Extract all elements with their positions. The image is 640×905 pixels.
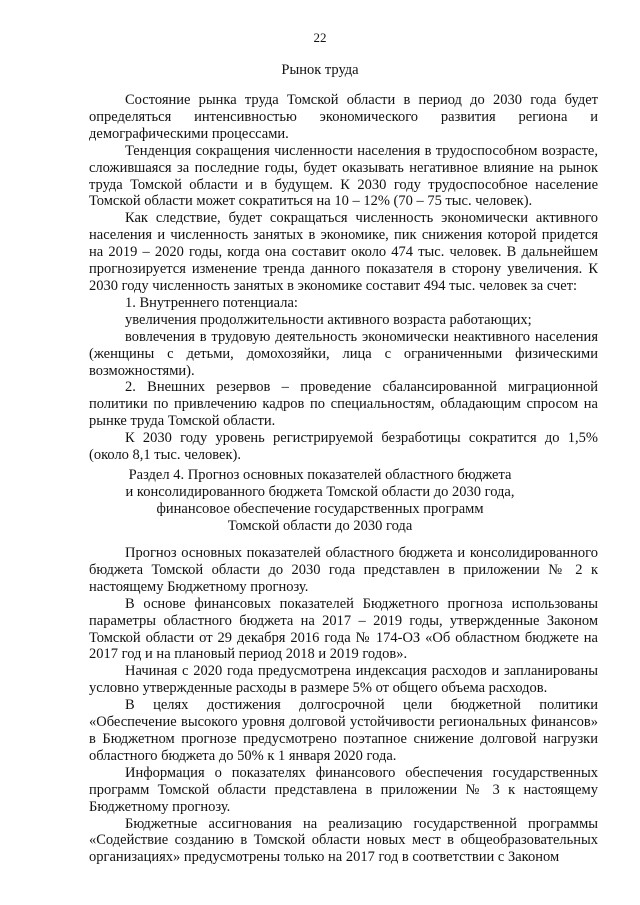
paragraph: В основе финансовых показателей Бюджетного прогноза использованы параметры областного бюджета на 2017 – 2019 годы, утвержденные Законом Томской области от 29 декабря 2016 года № 174-ОЗ «Об областном бюджете на 2017 год и на плановый период 2018 и 2019 годов». (89, 595, 598, 663)
section-title-labor-market: Рынок труда (281, 62, 359, 78)
paragraph: Тенденция сокращения численности населения в трудоспособном возрасте, сложившаяся за последние годы, будет оказывать негативное влияние на рынок труда Томской области и в будущем. К 2030 году трудоспособное население Томской области может сократиться на 10 – 12% (70 – 75 тыс. человек). (89, 142, 598, 210)
heading-line: финансовое обеспечение государственных программ (156, 500, 484, 517)
paragraph: Бюджетные ассигнования на реализацию государственной программы «Содействие созданию в Томской области новых мест в общеобразовательных организациях» предусмотрены только на 2017 год в соответствии с Законом (89, 815, 598, 866)
heading-line: Томской области до 2030 года (227, 517, 413, 534)
heading-line: и консолидированного бюджета Томской области до 2030 года, (125, 483, 515, 500)
list-item: 2. Внешних резервов – проведение сбалансированной миграционной политики по привлечению кадров по специальностям, обладающим спросом на рынке труда Томской области. (89, 379, 598, 430)
labor-market-text (89, 92, 598, 464)
paragraph: Информация о показателях финансового обеспечения государственных программ Томской области представлена в приложении № 3 к настоящему Бюджетному прогнозу. (89, 764, 598, 815)
paragraph: К 2030 году уровень регистрируемой безработицы сократится до 1,5% (около 8,1 тыс. человек). (89, 430, 598, 464)
paragraph: Прогноз основных показателей областного бюджета и консолидированного бюджета Томской области до 2030 года представлен в приложении № 2 к настоящему Бюджетному прогнозу. (89, 545, 598, 595)
paragraph: Как следствие, будет сокращаться численность экономически активного населения и численность занятых в экономике, пик снижения которой придется на 2019 – 2020 годы, когда она составит около 474 тыс. человек. В дальнейшем прогнозируется изменение тренда данного показателя в сторону увеличения. К 2030 году численность занятых в экономике составит 494 тыс. человек за счет: (89, 210, 598, 294)
list-item: вовлечения в трудовую деятельность экономически неактивного населения (женщины с детьми, домохозяйки, лица с ограниченными физическими возможностями). (89, 328, 598, 379)
paragraph: Начиная с 2020 года предусмотрена индексация расходов и запланированы условно утвержденные расходы в размере 5% от общего объема расходов. (89, 663, 598, 697)
heading-line: Раздел 4. Прогноз основных показателей областного бюджета (128, 467, 512, 483)
section-4-heading (0, 467, 640, 535)
list-item: 1. Внутреннего потенциала: (125, 294, 298, 311)
budget-forecast-text (89, 545, 598, 866)
list-item: увеличения продолжительности активного возраста работающих; (125, 311, 532, 328)
paragraph: Состояние рынка труда Томской области в период до 2030 года будет определяться интенсивностью экономического развития региона и демографическими процессами. (89, 92, 598, 142)
page-number: 22 (313, 30, 327, 45)
paragraph: В целях достижения долгосрочной цели бюджетной политики «Обеспечение высокого уровня долговой устойчивости региональных финансов» в Бюджетном прогнозе предусмотрено поэтапное снижение долговой нагрузки областного бюджета до 50% к 1 января 2020 года. (89, 697, 598, 764)
